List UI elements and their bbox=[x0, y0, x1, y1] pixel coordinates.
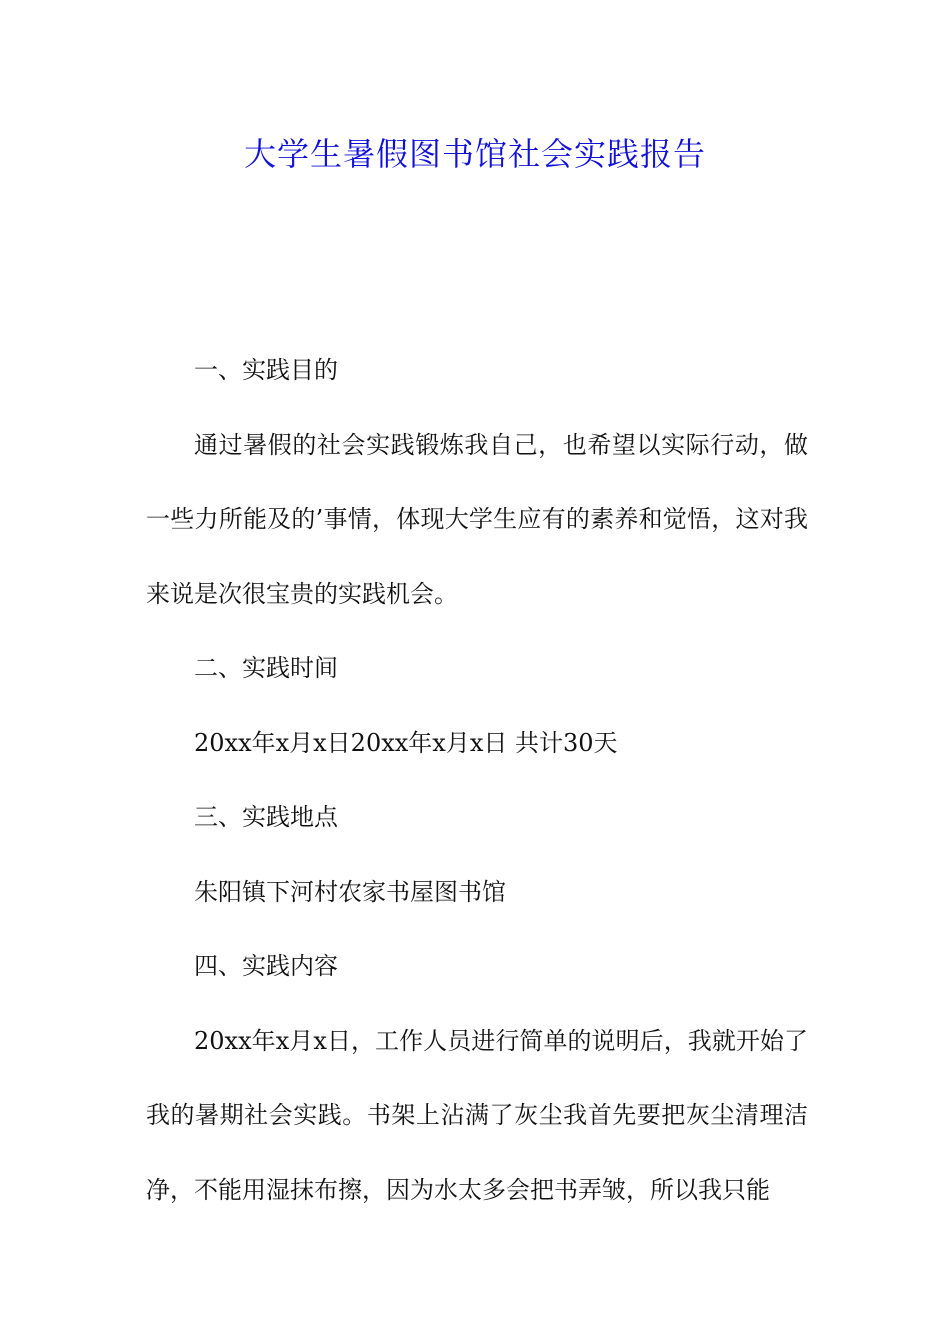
paragraph-time: 20xx年x月x日20xx年x月x日 共计30天 bbox=[194, 728, 618, 757]
document-body bbox=[146, 333, 808, 1227]
section-heading-time: 二、实践时间 bbox=[194, 654, 338, 682]
paragraph-location: 朱阳镇下河村农家书屋图书馆 bbox=[194, 877, 506, 906]
paragraph-content: 20xx年x月x日，工作人员进行简单的说明后，我就开始了我的暑期社会实践。书架上沾满了灰尘我首先要把灰尘清理洁净，不能用湿抹布擦，因为水太多会把书弄皱，所以我只能 bbox=[146, 1026, 808, 1204]
section-heading-purpose: 一、实践目的 bbox=[194, 356, 338, 384]
paragraph-purpose: 通过暑假的社会实践锻炼我自己，也希望以实际行动，做一些力所能及的’事情，体现大学生应有的素养和觉悟，这对我来说是次很宝贵的实践机会。 bbox=[146, 430, 808, 608]
page-title: 大学生暑假图书馆社会实践报告 bbox=[243, 135, 706, 173]
section-heading-location: 三、实践地点 bbox=[194, 803, 338, 831]
section-heading-content: 四、实践内容 bbox=[194, 952, 338, 980]
